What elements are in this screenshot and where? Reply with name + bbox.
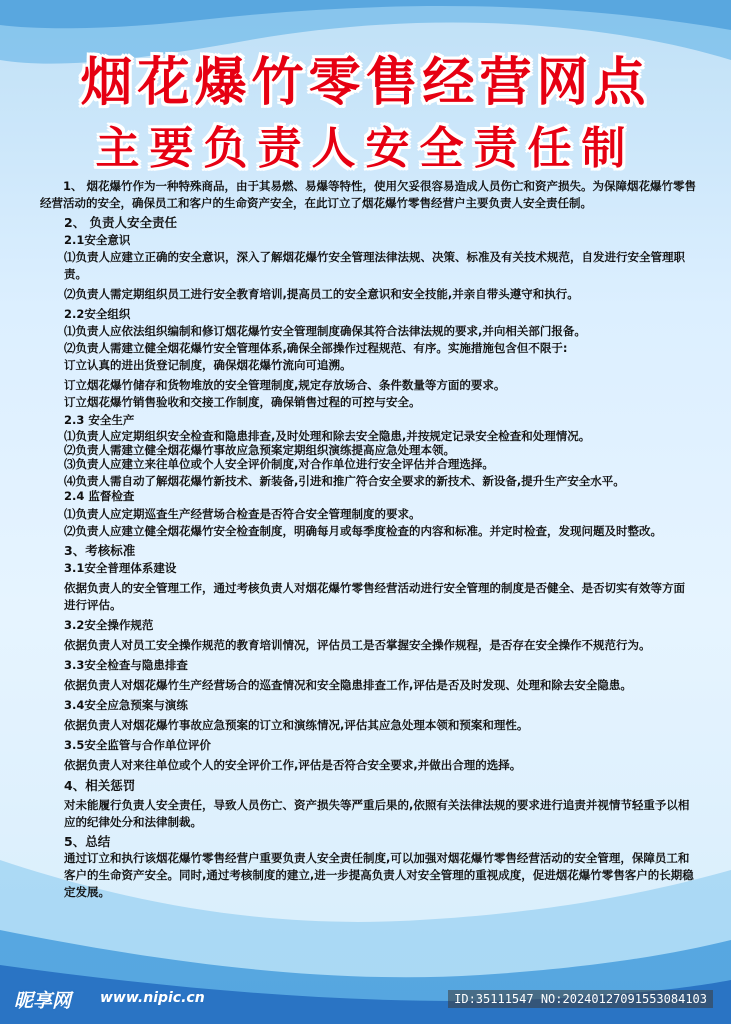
paragraph: 3.4安全应急预案与演练 bbox=[64, 698, 188, 712]
paragraph: 2.4 监督检查 bbox=[64, 489, 135, 503]
poster-title-line2: 主要负责人安全责任制 bbox=[95, 123, 636, 174]
site-logo: 昵享网 bbox=[14, 990, 72, 1012]
paragraph: 2.1安全意识 bbox=[64, 233, 131, 247]
site-url: www.nipic.cn bbox=[100, 990, 205, 1006]
paragraph: 依据负责人对烟花爆竹事故应急预案的订立和演练情况,评估其应急处理本领和预案和理性。 bbox=[64, 718, 529, 732]
paragraph: 依据负责人对员工安全操作规范的教育培训情况，评估员工是否掌握安全操作规程，是否存在安全操作不规范行为。 bbox=[64, 638, 651, 652]
paragraph: ⑴负责人应定期巡查生产经营场合检查是否符合安全管理制度的要求。 bbox=[64, 507, 421, 521]
paragraph: 4、相关惩罚 bbox=[64, 778, 136, 793]
paragraph: 1、 烟花爆竹作为一种特殊商品，由于其易燃、易爆等特性，使用欠妥很容易造成人员伤亡和资产损失。为保障烟花爆竹零售经营活动的安全，确保员工和客户的生命资产安全，在此订立了烟花爆竹零售经营户主要负责人安全责任制。 bbox=[40, 179, 696, 210]
paragraph: 通过订立和执行该烟花爆竹零售经营户重要负责人安全责任制度,可以加强对烟花爆竹零售经营活动的安全管理，保障员工和客户的生命资产安全。同时,通过考核制度的建立,进一步提高负责人对安全管理的重视成度，促进烟花爆竹零售客户的长期稳定发展。 bbox=[64, 851, 694, 899]
paragraph: ⑵负责人应建立健全烟花爆竹安全检查制度，明确每月或每季度检查的内容和标准。并定时检查，发现问题及时整改。 bbox=[64, 524, 662, 538]
poster-title-line1: 烟花爆竹零售经营网点 bbox=[80, 53, 651, 113]
paragraph: ⑵负责人需建立健全烟花爆竹事故应急预案定期组织演练提高应急处理本领。 bbox=[64, 443, 455, 457]
paragraph: 2、 负责人安全责任 bbox=[64, 215, 178, 230]
paragraph: 3.3安全检查与隐患排查 bbox=[64, 658, 188, 672]
paragraph: 5、总结 bbox=[64, 834, 111, 849]
paragraph: 2.2安全组织 bbox=[64, 307, 131, 321]
paragraph: 对未能履行负责人安全责任，导致人员伤亡、资产损失等严重后果的,依照有关法律法规的要求进行追责并视情节轻重予以相应的纪律处分和法律制裁。 bbox=[64, 798, 690, 829]
paragraph: ⑵负责人需定期组织员工进行安全教育培训,提高员工的安全意识和安全技能,并亲自带头遵守和执行。 bbox=[64, 287, 579, 301]
paragraph: 3.1安全普理体系建设 bbox=[64, 561, 177, 575]
paragraph: 3.5安全监管与合作单位评价 bbox=[64, 738, 211, 752]
image-id-label: ID:35111547 NO:20240127091553084103 bbox=[448, 990, 713, 1008]
paragraph: ⑴负责人应依法组织编制和修订烟花爆竹安全管理制度确保其符合法律法规的要求,并向相关部门报备。 bbox=[64, 324, 586, 338]
paragraph: ⑴负责人应定期组织安全检查和隐患排查,及时处理和除去安全隐患,并按规定记录安全检查和处理情况。 bbox=[64, 429, 591, 443]
paragraph: 订立烟花爆竹销售验收和交接工作制度，确保销售过程的可控与安全。 bbox=[64, 395, 421, 409]
paragraph: 依据负责人的安全管理工作，通过考核负责人对烟花爆竹零售经营活动进行安全管理的制度是否健全、是否切实有效等方面进行评估。 bbox=[64, 581, 685, 612]
paragraph: 订立认真的进出货登记制度，确保烟花爆竹流向可追溯。 bbox=[64, 358, 352, 372]
paragraph: 2.3 安全生产 bbox=[64, 413, 135, 427]
paragraph: 3.2安全操作规范 bbox=[64, 618, 154, 632]
paragraph: 依据负责人对来往单位或个人的安全评价工作,评估是否符合安全要求,并做出合理的选择。 bbox=[64, 758, 522, 772]
paragraph: 3、考核标准 bbox=[64, 543, 136, 558]
paragraph: ⑵负责人需建立健全烟花爆竹安全管理体系,确保全部操作过程规范、有序。实施措施包含但不限于: bbox=[64, 341, 568, 355]
body-text bbox=[40, 178, 696, 901]
paragraph: ⑶负责人应建立来往单位或个人安全评价制度,对合作单位进行安全评估并合理选择。 bbox=[64, 457, 494, 471]
paragraph: ⑴负责人应建立正确的安全意识，深入了解烟花爆竹安全管理法律法规、决策、标准及有关技术规范，自发进行安全管理职责。 bbox=[64, 250, 685, 281]
paragraph: 订立烟花爆竹储存和货物堆放的安全管理制度,规定存放场合、条件数量等方面的要求。 bbox=[64, 378, 506, 392]
paragraph: 依据负责人对烟花爆竹生产经营场合的巡查情况和安全隐患排查工作,评估是否及时发现、处理和除去安全隐患。 bbox=[64, 678, 632, 692]
paragraph: ⑷负责人需自动了解烟花爆竹新技术、新装备,引进和推广符合安全要求的新技术、新设备,提升生产安全水平。 bbox=[64, 474, 625, 488]
